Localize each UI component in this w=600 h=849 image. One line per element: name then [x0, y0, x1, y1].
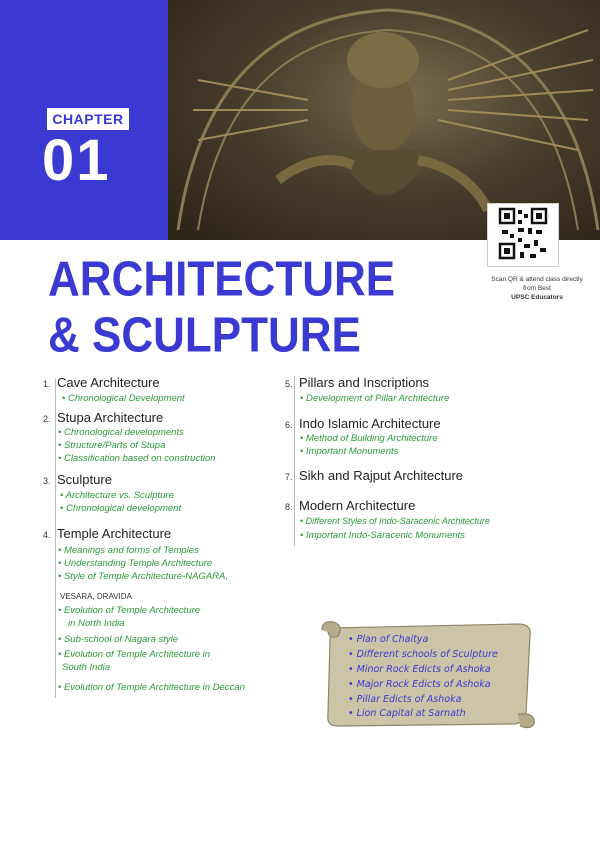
toc-item-number: 1. — [43, 379, 51, 389]
toc-subitem: • Chronological developments — [58, 427, 184, 438]
scroll-item: • Pillar Edicts of Ashoka — [348, 694, 462, 705]
toc-subitem: • Evolution of Temple Architecture in — [58, 649, 211, 660]
toc-subitem: • Important Monuments — [300, 446, 399, 457]
toc-subitem: • Evolution of Temple Architecture — [58, 605, 201, 616]
toc-subitem: • Development of Pillar Architecture — [300, 393, 450, 404]
toc-subitem: • Architecture vs. Sculpture — [60, 490, 174, 501]
toc-item-5 — [285, 375, 429, 390]
scroll-item: • Major Rock Edicts of Ashoka — [348, 679, 491, 690]
scroll-box — [318, 618, 540, 730]
toc-item-6 — [285, 416, 441, 431]
toc-item-number: 5. — [285, 379, 293, 389]
qr-code-icon — [488, 204, 558, 266]
toc-subitem: in North India — [68, 618, 125, 629]
toc-subitem: • Chronological Development — [62, 393, 185, 404]
toc-subitem: VESARA, DRAVIDA — [60, 592, 132, 601]
qr-caption-text: Scan QR & attend class directly from Best — [491, 276, 583, 292]
scroll-item: • Different schools of Sculpture — [348, 649, 498, 660]
toc-item-title: Indo Islamic Architecture — [299, 416, 441, 431]
toc-item-title: Pillars and Inscriptions — [299, 375, 430, 390]
toc-item-title: Cave Architecture — [57, 375, 160, 390]
qr-code[interactable] — [487, 203, 559, 267]
right-column-rule — [294, 376, 295, 546]
scroll-item: • Plan of Chaitya — [348, 634, 429, 645]
toc-subitem: • Sub-school of Nagara style — [58, 634, 179, 645]
toc-subitem: • Method of Building Architecture — [300, 433, 438, 444]
toc-item-7 — [285, 468, 463, 483]
title-line-1: ARCHITECTURE — [48, 252, 396, 307]
toc-item-title: Sculpture — [57, 472, 112, 487]
toc-subitem: • Important Indo-Saracenic Monuments — [300, 530, 465, 541]
toc-item-3 — [43, 472, 112, 487]
toc-subitem: • Style of Temple Architecture-NAGARA, — [58, 571, 228, 582]
toc-subitem: • Understanding Temple Architecture — [58, 558, 213, 569]
toc-subitem: South India — [62, 662, 111, 673]
toc-subitem: • Classification based on construction — [58, 453, 216, 464]
toc-item-2 — [43, 410, 163, 425]
scroll-item: • Lion Capital at Sarnath — [348, 708, 466, 719]
toc-item-4 — [43, 526, 171, 541]
toc-item-8 — [285, 498, 415, 513]
chapter-number: 01 — [42, 128, 111, 193]
chapter-label: CHAPTER — [47, 108, 129, 130]
toc-item-1 — [43, 375, 160, 390]
toc-item-title: Sikh and Rajput Architecture — [299, 468, 464, 483]
scroll-item: • Minor Rock Edicts of Ashoka — [348, 664, 491, 675]
toc-subitem: • Chronological development — [60, 503, 182, 514]
toc-subitem: • Meanings and forms of Temples — [58, 545, 199, 556]
toc-item-number: 3. — [43, 476, 51, 486]
toc-item-title: Temple Architecture — [57, 526, 172, 541]
title-line-2: & SCULPTURE — [48, 308, 361, 363]
toc-item-title: Modern Architecture — [299, 498, 416, 513]
toc-subitem: • Different Styles of Indo-Saracenic Architecture — [300, 516, 490, 526]
toc-item-number: 8. — [285, 502, 293, 512]
toc-item-number: 4. — [43, 530, 51, 540]
chapter-banner — [0, 0, 168, 240]
qr-caption-bold: UPSC Educators — [511, 294, 563, 301]
qr-caption — [484, 275, 590, 302]
page-title — [48, 252, 395, 364]
toc-item-number: 6. — [285, 420, 293, 430]
toc-item-number: 2. — [43, 414, 51, 424]
toc-subitem: • Structure/Parts of Stupa — [58, 440, 166, 451]
toc-item-title: Stupa Architecture — [57, 410, 164, 425]
toc-item-number: 7. — [285, 472, 293, 482]
toc-subitem: • Evolution of Temple Architecture in Deccan — [58, 682, 245, 693]
